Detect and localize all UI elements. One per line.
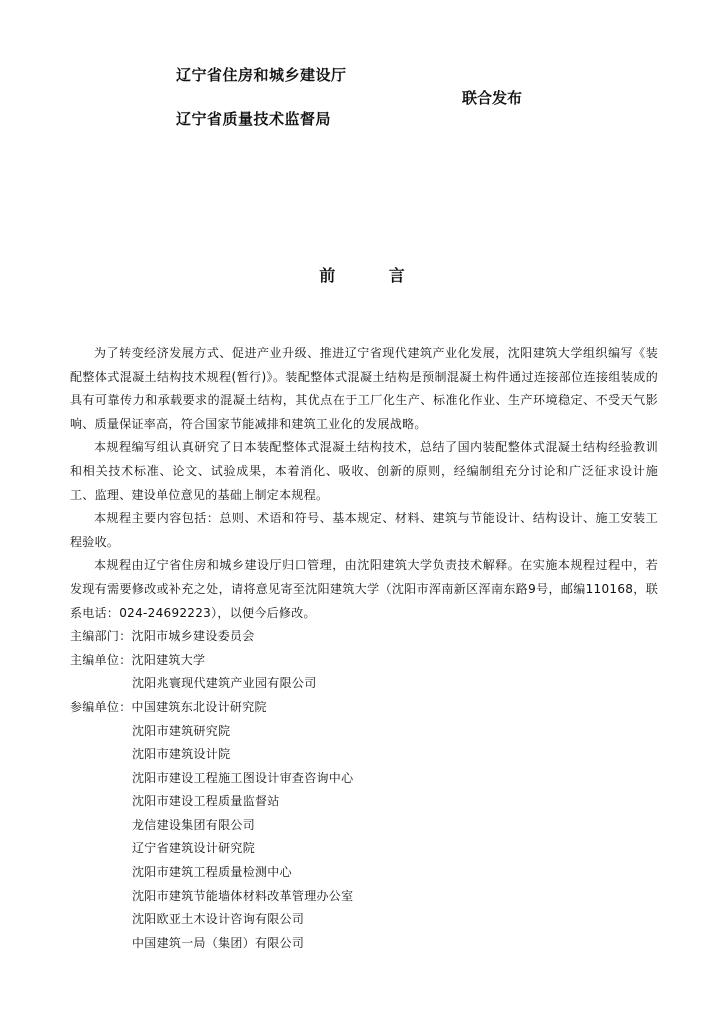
participating-unit: 中国建筑东北设计研究院 <box>131 699 267 714</box>
joint-release-label: 联合发布 <box>462 89 523 107</box>
preface-title: 前 言 <box>319 266 429 285</box>
paragraph-research: 本规程编写组认真研究了日本装配整体式混凝土结构技术，总结了国内装配整体式混凝土结构经验教训和相关技术标准、论文、试验成果，本着消化、吸收、创新的原则，经编制组充分讨论和广泛征求设计施工、监理、建设单位意见的基础上制定本规程。 <box>70 440 658 502</box>
chief-department-label: 主编部门： <box>70 629 132 644</box>
participating-unit: 沈阳市建设工程施工图设计审查咨询中心 <box>132 770 354 785</box>
participating-unit-line <box>70 696 658 720</box>
issuer-quality-bureau: 辽宁省质量技术监督局 <box>176 110 332 128</box>
participating-unit: 中国建筑一局（集团）有限公司 <box>132 935 305 950</box>
participating-unit: 沈阳市建筑工程质量检测中心 <box>132 865 292 880</box>
preface-body <box>70 342 658 955</box>
paragraph-purpose: 为了转变经济发展方式、促进产业升级、推进辽宁省现代建筑产业化发展，沈阳建筑大学组织编写《装配整体式混凝土结构技术规程(暂行)》。装配整体式混凝土结构是预制混凝土构件通过连接部位连接组装成的具有可靠传力和承载要求的混凝土结构，其优点在于工厂化生产、标准化作业、生产环境稳定、不受天气影响、质量保证率高，符合国家节能减排和建筑工业化的发展战略。 <box>70 346 658 431</box>
participating-unit: 沈阳市建筑设计院 <box>132 747 231 762</box>
chief-unit-line <box>70 649 658 673</box>
chief-unit: 沈阳兆寰现代建筑产业园有限公司 <box>132 676 317 691</box>
chief-units-label: 主编单位： <box>70 652 132 667</box>
paragraph-management: 本规程由辽宁省住房和城乡建设厅归口管理，由沈阳建筑大学负责技术解释。在实施本规程过程中，若发现有需要修改或补充之处，请将意见寄至沈阳建筑大学（沈阳市浑南新区浑南东路9号，邮编110168，联系电话：024-24692223），以便今后修改。 <box>70 558 658 620</box>
participating-unit: 沈阳市建筑研究院 <box>132 723 231 738</box>
participating-unit: 辽宁省建筑设计研究院 <box>132 841 256 856</box>
chief-department-line <box>70 625 658 649</box>
participating-unit: 龙信建设集团有限公司 <box>132 817 256 832</box>
participating-unit: 沈阳市建筑节能墙体材料改革管理办公室 <box>132 888 354 903</box>
participating-unit: 沈阳市建设工程质量监督站 <box>132 794 280 809</box>
chief-department: 沈阳市城乡建设委员会 <box>131 629 255 644</box>
participating-units-label: 参编单位： <box>70 699 132 714</box>
paragraph-contents: 本规程主要内容包括：总则、术语和符号、基本规定、材料、建筑与节能设计、结构设计、施工安装工程验收。 <box>70 511 658 549</box>
issuer-housing-department: 辽宁省住房和城乡建设厅 <box>176 66 347 84</box>
participating-unit: 沈阳欧亚土木设计咨询有限公司 <box>132 912 305 927</box>
chief-unit: 沈阳建筑大学 <box>131 652 206 667</box>
